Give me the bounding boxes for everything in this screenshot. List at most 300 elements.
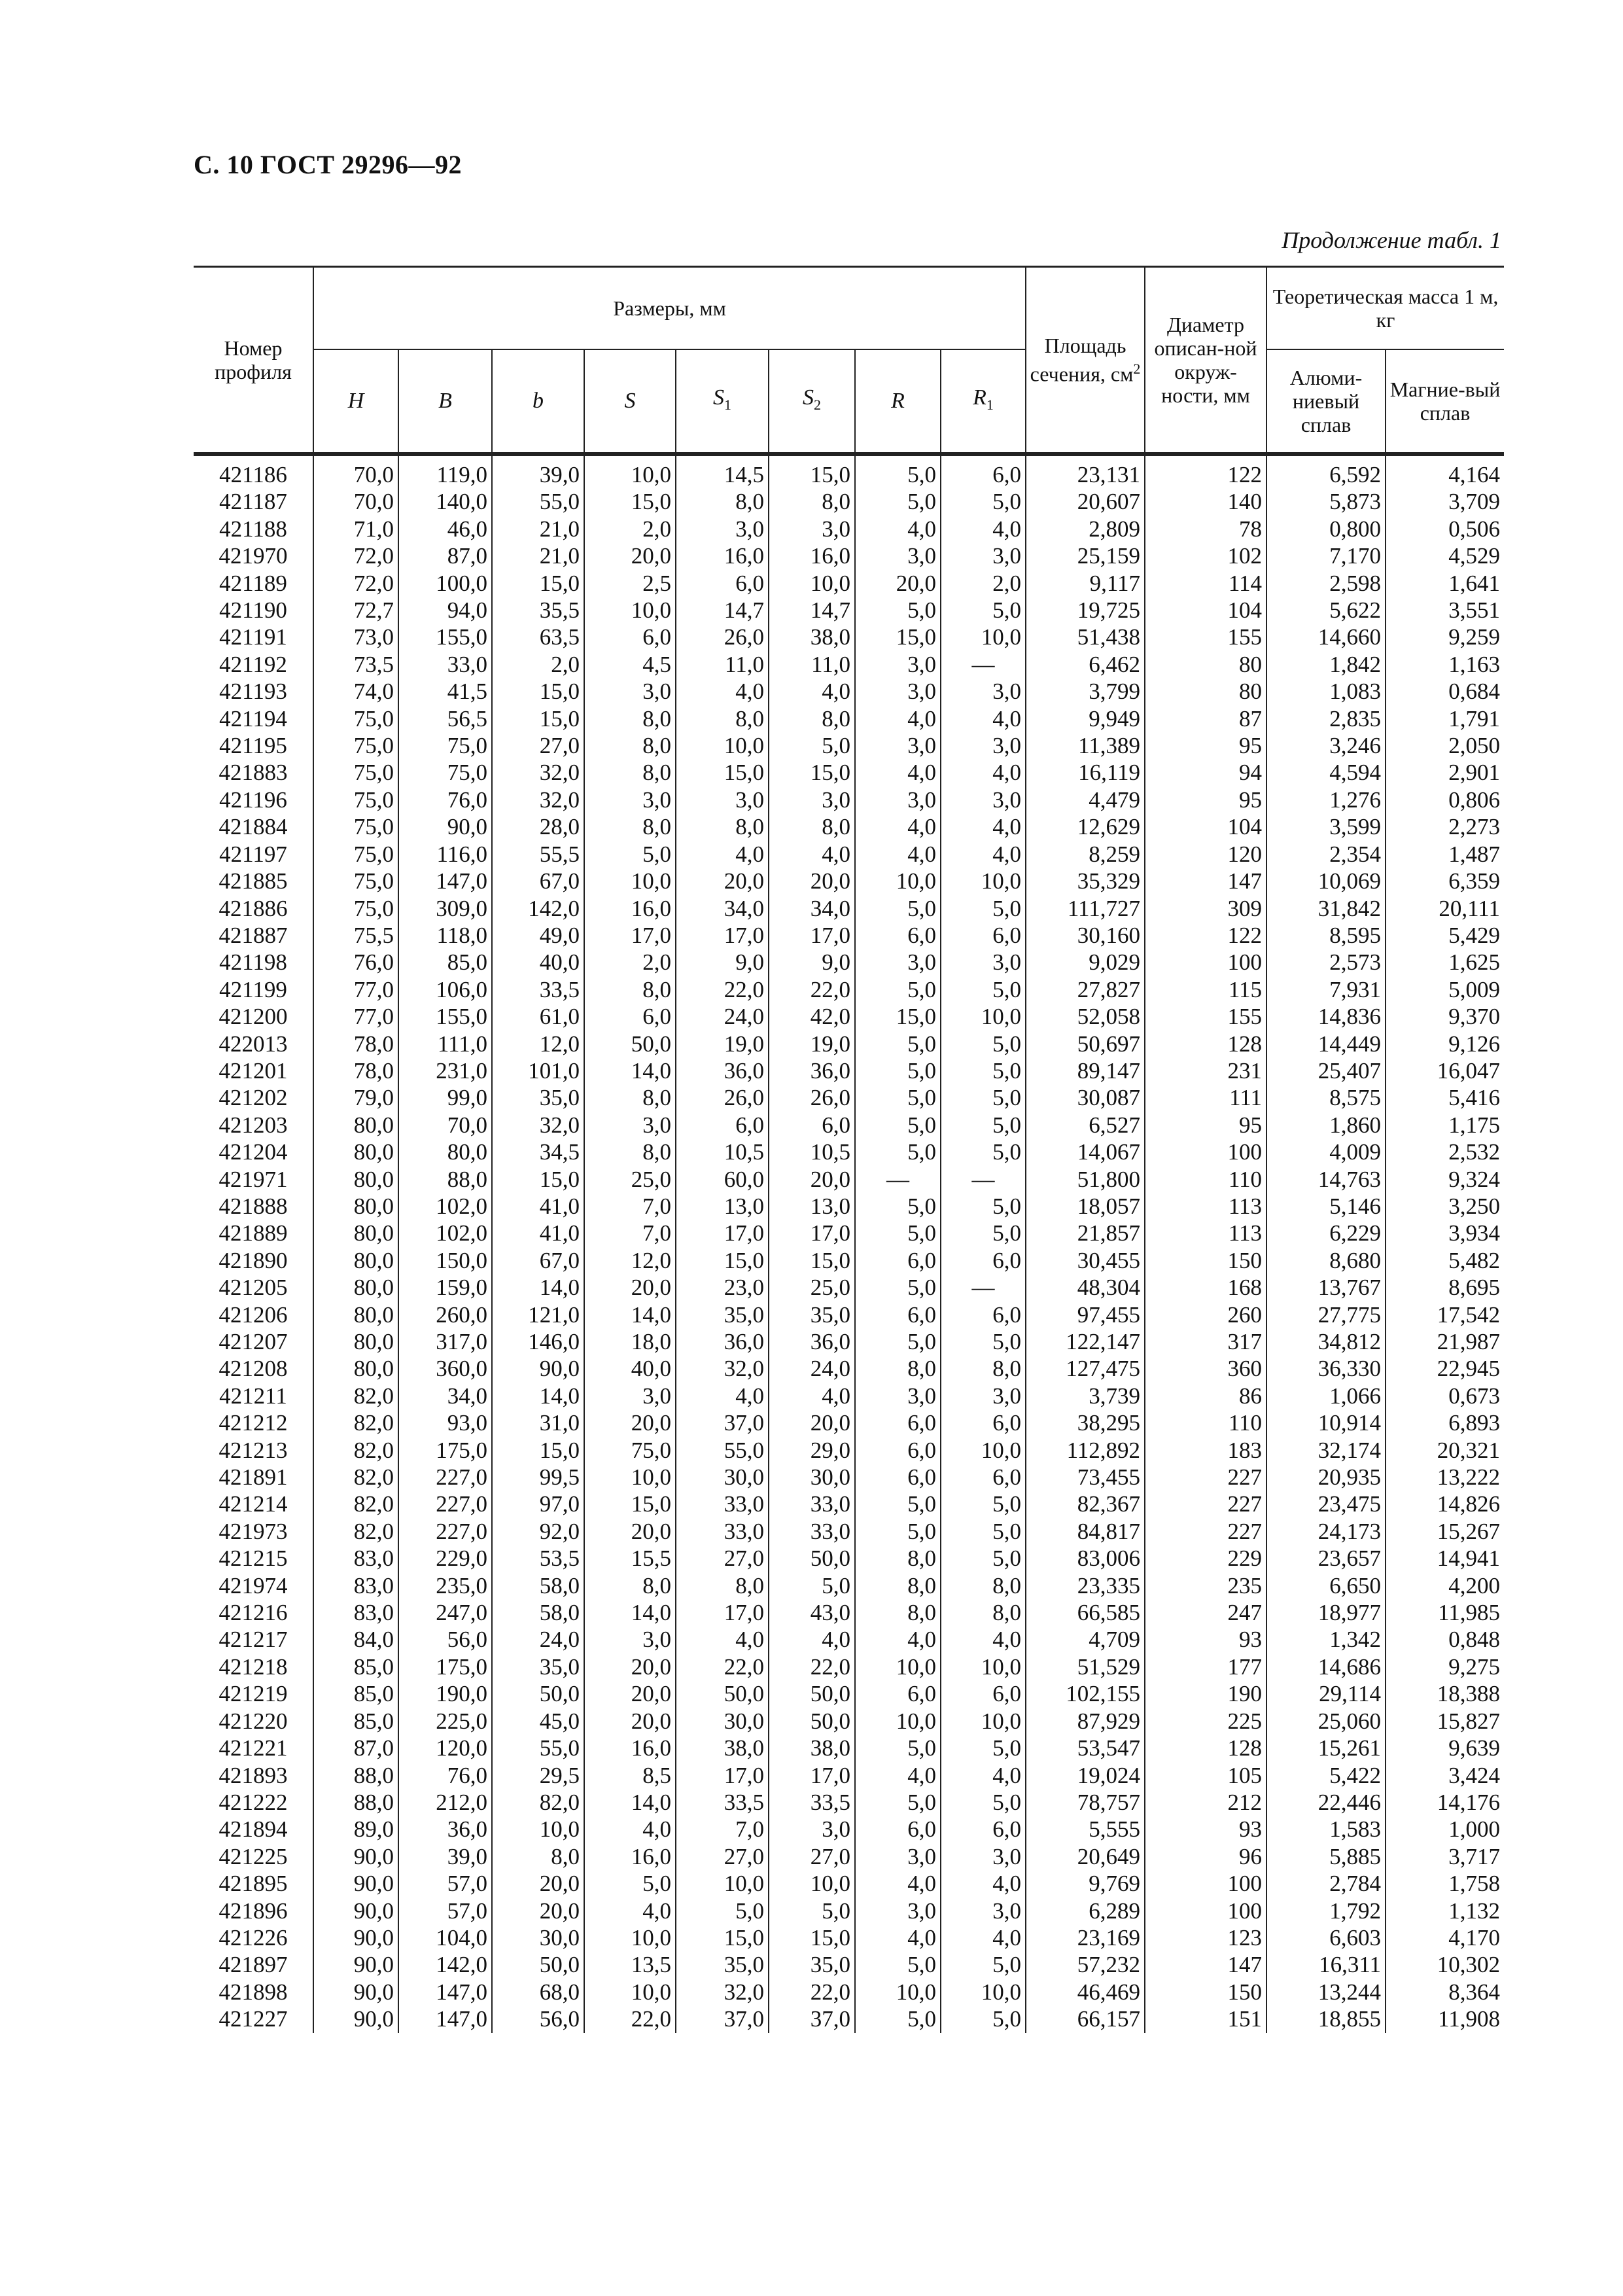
- table-cell: 260: [1145, 1301, 1266, 1328]
- table-cell: 118,0: [398, 922, 492, 949]
- cell-profile-number: 421222: [218, 1789, 288, 1815]
- table-cell: 8,695: [1386, 1274, 1504, 1301]
- table-cell: 6,0: [941, 1301, 1026, 1328]
- table-cell: 4,0: [855, 813, 941, 840]
- table-row: [194, 1464, 1504, 1491]
- table-cell: 15,827: [1386, 1708, 1504, 1735]
- table-cell: 5,622: [1266, 597, 1386, 624]
- table-row: [194, 813, 1504, 840]
- header-S: S: [584, 349, 676, 454]
- table-row: [194, 1274, 1504, 1301]
- table-cell: 6,289: [1026, 1898, 1145, 1924]
- table-cell: 21,857: [1026, 1220, 1145, 1246]
- table-cell: 4,709: [1026, 1626, 1145, 1653]
- table-cell: 4,170: [1386, 1924, 1504, 1951]
- table-cell: 8,0: [941, 1599, 1026, 1626]
- cell-profile-number: 421190: [219, 597, 287, 624]
- table-cell: 82,367: [1026, 1491, 1145, 1517]
- table-cell: 175,0: [398, 1653, 492, 1680]
- table-row: [194, 1355, 1504, 1382]
- table-cell: 16,0: [584, 1843, 676, 1870]
- table-cell: 10,0: [941, 1979, 1026, 2005]
- table-cell: 80: [1145, 651, 1266, 678]
- table-row: [194, 570, 1504, 597]
- table-cell: 36,330: [1266, 1355, 1386, 1382]
- table-cell: 5,0: [941, 976, 1026, 1003]
- table-row: [194, 1409, 1504, 1436]
- table-cell: 23,169: [1026, 1924, 1145, 1951]
- table-cell: 6,0: [584, 624, 676, 650]
- table-cell: 155,0: [398, 624, 492, 650]
- table-cell: 46,469: [1026, 1979, 1145, 2005]
- table-cell: 6,0: [855, 1301, 941, 1328]
- table-cell: 5,0: [855, 1139, 941, 1165]
- table-cell: 2,835: [1266, 705, 1386, 732]
- table-cell: 120: [1145, 841, 1266, 868]
- table-cell: 74,0: [313, 678, 398, 705]
- table-cell: 3,599: [1266, 813, 1386, 840]
- table-cell: 3,934: [1386, 1220, 1504, 1246]
- table-row: [194, 1735, 1504, 1761]
- table-cell: 87,929: [1026, 1708, 1145, 1735]
- table-cell: 99,0: [398, 1084, 492, 1111]
- table-row: [194, 516, 1504, 542]
- cell-profile-number: 421198: [219, 949, 287, 976]
- cell-profile-number: 421197: [219, 841, 287, 867]
- table-cell: 60,0: [676, 1166, 769, 1193]
- table-cell: 36,0: [398, 1816, 492, 1843]
- table-row: [194, 624, 1504, 650]
- table-cell: 5,0: [855, 1951, 941, 1978]
- table-cell: 20,0: [584, 542, 676, 569]
- table-cell: 5,0: [941, 1112, 1026, 1139]
- table-cell: 38,0: [676, 1735, 769, 1761]
- table-cell: 33,5: [676, 1789, 769, 1816]
- table-cell: 35,5: [492, 597, 584, 624]
- table-cell: 111,0: [398, 1031, 492, 1057]
- table-cell: 17,0: [769, 1220, 855, 1246]
- table-cell: 147,0: [398, 868, 492, 894]
- table-cell: 86: [1145, 1383, 1266, 1409]
- table-cell: 4,0: [769, 1383, 855, 1409]
- table-cell: 53,547: [1026, 1735, 1145, 1761]
- table-row: [194, 976, 1504, 1003]
- table-cell: 90,0: [313, 1843, 398, 1870]
- table-cell: 4,0: [941, 516, 1026, 542]
- table-cell: 14,660: [1266, 624, 1386, 650]
- table-cell: 8,0: [584, 1084, 676, 1111]
- table-cell: 10,0: [941, 1437, 1026, 1464]
- table-row: [194, 1626, 1504, 1653]
- table-cell: 2,5: [584, 570, 676, 597]
- cell-profile-number: 421200: [218, 1004, 288, 1030]
- table-cell: 4,0: [769, 841, 855, 868]
- cell-profile-number: 421893: [218, 1762, 288, 1788]
- table-cell: 13,0: [676, 1193, 769, 1220]
- table-cell: 3,0: [941, 949, 1026, 976]
- table-cell: 12,629: [1026, 813, 1145, 840]
- table-cell: 85,0: [398, 949, 492, 976]
- table-row: [194, 1979, 1504, 2005]
- cell-profile-number: 421897: [218, 1952, 288, 1978]
- table-cell: 31,842: [1266, 895, 1386, 922]
- table-cell: 4,0: [855, 841, 941, 868]
- table-cell: 14,0: [584, 1789, 676, 1816]
- table-cell: 100: [1145, 1139, 1266, 1165]
- table-row: [194, 1898, 1504, 1924]
- table-cell: 25,060: [1266, 1708, 1386, 1735]
- table-cell: 7,0: [584, 1193, 676, 1220]
- table-cell: 24,0: [769, 1355, 855, 1382]
- table-row: [194, 1491, 1504, 1517]
- table-row: [194, 2005, 1504, 2032]
- table-cell: 83,006: [1026, 1545, 1145, 1572]
- table-cell: 11,0: [769, 651, 855, 678]
- table-cell: 75,0: [398, 732, 492, 759]
- table-cell: 14,7: [676, 597, 769, 624]
- table-row: [194, 922, 1504, 949]
- table-cell: 5,0: [941, 1789, 1026, 1816]
- table-cell: 50,0: [769, 1545, 855, 1572]
- table-cell: 50,0: [584, 1031, 676, 1057]
- table-row: [194, 1383, 1504, 1409]
- table-cell: 4,164: [1386, 454, 1504, 488]
- cell-profile-number: 421208: [218, 1356, 288, 1382]
- table-cell: 111: [1145, 1084, 1266, 1111]
- table-cell: 5,0: [855, 1220, 941, 1246]
- table-cell: 106,0: [398, 976, 492, 1003]
- table-cell: 32,0: [676, 1355, 769, 1382]
- table-cell: 5,0: [941, 1193, 1026, 1220]
- table-cell: 23,657: [1266, 1545, 1386, 1572]
- table-row: [194, 1653, 1504, 1680]
- table-cell: 3,0: [584, 1626, 676, 1653]
- table-cell: 76,0: [398, 786, 492, 813]
- table-cell: 1,132: [1386, 1898, 1504, 1924]
- table-cell: 90,0: [313, 1870, 398, 1897]
- table-row: [194, 1951, 1504, 1978]
- cell-profile-number: 421225: [218, 1843, 288, 1869]
- table-row: [194, 488, 1504, 515]
- table-cell: 3,0: [855, 949, 941, 976]
- table-cell: 24,0: [492, 1626, 584, 1653]
- table-cell: 260,0: [398, 1301, 492, 1328]
- table-cell: 102,0: [398, 1193, 492, 1220]
- table-cell: 67,0: [492, 868, 584, 894]
- table-cell: 27,827: [1026, 976, 1145, 1003]
- table-cell: 95: [1145, 786, 1266, 813]
- table-row: [194, 1003, 1504, 1030]
- table-cell: 8,0: [584, 976, 676, 1003]
- table-cell: 147,0: [398, 1979, 492, 2005]
- table-cell: 33,0: [769, 1491, 855, 1517]
- table-cell: 212,0: [398, 1789, 492, 1816]
- table-cell: 112,892: [1026, 1437, 1145, 1464]
- table-cell: 37,0: [676, 2005, 769, 2032]
- table-cell: 8,0: [492, 1843, 584, 1870]
- table-cell: 14,0: [492, 1383, 584, 1409]
- table-cell: 5,0: [941, 597, 1026, 624]
- table-cell: 93: [1145, 1816, 1266, 1843]
- table-cell: 225,0: [398, 1708, 492, 1735]
- table-row: [194, 786, 1504, 813]
- table-cell: 110: [1145, 1166, 1266, 1193]
- header-magnesium-alloy: Магние-вый сплав: [1386, 349, 1504, 454]
- table-cell: 88,0: [398, 1166, 492, 1193]
- table-cell: 50,0: [492, 1680, 584, 1707]
- header-b: b: [492, 349, 584, 454]
- table-cell: 142,0: [492, 895, 584, 922]
- table-cell: —: [855, 1166, 941, 1193]
- cell-profile-number: 421207: [218, 1329, 288, 1354]
- table-cell: 22,446: [1266, 1789, 1386, 1816]
- table-cell: 235: [1145, 1572, 1266, 1599]
- table-cell: 11,389: [1026, 732, 1145, 759]
- table-cell: 4,0: [941, 841, 1026, 868]
- table-cell: 80,0: [313, 1139, 398, 1165]
- table-cell: 2,598: [1266, 570, 1386, 597]
- table-cell: 1,791: [1386, 705, 1504, 732]
- table-cell: 4,0: [855, 1626, 941, 1653]
- table-cell: 19,024: [1026, 1762, 1145, 1789]
- table-cell: 177: [1145, 1653, 1266, 1680]
- table-row: [194, 1166, 1504, 1193]
- table-cell: 7,0: [676, 1816, 769, 1843]
- table-cell: 53,5: [492, 1545, 584, 1572]
- table-cell: 50,0: [769, 1708, 855, 1735]
- table-cell: 24,173: [1266, 1518, 1386, 1545]
- table-cell: 5,873: [1266, 488, 1386, 515]
- cell-profile-number: 421202: [218, 1085, 288, 1111]
- table-cell: 8,0: [769, 488, 855, 515]
- table-cell: 16,0: [584, 895, 676, 922]
- table-cell: 32,174: [1266, 1437, 1386, 1464]
- table-cell: 27,775: [1266, 1301, 1386, 1328]
- table-cell: 2,0: [584, 949, 676, 976]
- table-cell: 10,0: [584, 454, 676, 488]
- table-cell: 5,0: [855, 1789, 941, 1816]
- table-row: [194, 1193, 1504, 1220]
- table-cell: 1,342: [1266, 1626, 1386, 1653]
- table-cell: 35,0: [676, 1951, 769, 1978]
- table-cell: 3,0: [855, 732, 941, 759]
- table-cell: 14,7: [769, 597, 855, 624]
- table-cell: 30,0: [676, 1708, 769, 1735]
- table-cell: 23,475: [1266, 1491, 1386, 1517]
- table-cell: 147: [1145, 868, 1266, 894]
- table-cell: 9,259: [1386, 624, 1504, 650]
- table-cell: 26,0: [676, 1084, 769, 1111]
- table-cell: 3,0: [855, 1843, 941, 1870]
- table-cell: 32,0: [492, 759, 584, 786]
- cell-profile-number: 421896: [218, 1898, 288, 1924]
- table-cell: 20,935: [1266, 1464, 1386, 1491]
- table-cell: 127,475: [1026, 1355, 1145, 1382]
- table-cell: 6,893: [1386, 1409, 1504, 1436]
- table-cell: 3,0: [584, 678, 676, 705]
- table-cell: 40,0: [492, 949, 584, 976]
- table-cell: 120,0: [398, 1735, 492, 1761]
- table-cell: 75,0: [313, 759, 398, 786]
- table-cell: 83,0: [313, 1599, 398, 1626]
- table-cell: 10,069: [1266, 868, 1386, 894]
- header-S1: $S_1$: [676, 349, 769, 454]
- table-cell: 82,0: [492, 1789, 584, 1816]
- table-row: [194, 1924, 1504, 1951]
- table-row: [194, 705, 1504, 732]
- table-cell: 30,0: [676, 1464, 769, 1491]
- cell-profile-number: 421891: [218, 1464, 288, 1491]
- table-row: [194, 1816, 1504, 1843]
- table-cell: 34,0: [769, 895, 855, 922]
- header-S2: $S_2$: [769, 349, 855, 454]
- table-cell: 87: [1145, 705, 1266, 732]
- table-cell: 17,0: [676, 1220, 769, 1246]
- table-cell: 35,0: [769, 1951, 855, 1978]
- table-cell: 175,0: [398, 1437, 492, 1464]
- table-cell: 6,0: [584, 1003, 676, 1030]
- table-cell: 20,649: [1026, 1843, 1145, 1870]
- table-cell: 5,0: [941, 1139, 1026, 1165]
- table-cell: 116,0: [398, 841, 492, 868]
- table-cell: 1,842: [1266, 651, 1386, 678]
- table-cell: 5,0: [941, 1518, 1026, 1545]
- header-section-area: Площадь сечения, $см^2$: [1026, 267, 1145, 455]
- table-cell: 151: [1145, 2005, 1266, 2032]
- table-cell: 3,0: [855, 1898, 941, 1924]
- table-cell: 9,324: [1386, 1166, 1504, 1193]
- table-cell: 2,532: [1386, 1139, 1504, 1165]
- table-cell: 8,0: [584, 1139, 676, 1165]
- table-cell: 4,0: [941, 1626, 1026, 1653]
- table-cell: 5,0: [855, 1328, 941, 1355]
- table-cell: 16,0: [769, 542, 855, 569]
- cell-profile-number: 421885: [218, 868, 288, 894]
- table-cell: 317: [1145, 1328, 1266, 1355]
- table-cell: 3,709: [1386, 488, 1504, 515]
- table-cell: 89,147: [1026, 1057, 1145, 1084]
- table-cell: 66,585: [1026, 1599, 1145, 1626]
- table-cell: 4,0: [769, 1626, 855, 1653]
- table-cell: 82,0: [313, 1464, 398, 1491]
- table-cell: 212: [1145, 1789, 1266, 1816]
- table-cell: 21,0: [492, 516, 584, 542]
- table-cell: 2,354: [1266, 841, 1386, 868]
- table-cell: 51,438: [1026, 624, 1145, 650]
- table-cell: 102,155: [1026, 1680, 1145, 1707]
- table-cell: 5,0: [855, 454, 941, 488]
- table-cell: 4,009: [1266, 1139, 1386, 1165]
- table-cell: 0,806: [1386, 786, 1504, 813]
- table-cell: 55,0: [676, 1437, 769, 1464]
- table-cell: 17,0: [676, 1599, 769, 1626]
- table-row: [194, 1057, 1504, 1084]
- table-row: [194, 1301, 1504, 1328]
- table-row: [194, 1139, 1504, 1165]
- table-row: [194, 678, 1504, 705]
- table-cell: 50,0: [676, 1680, 769, 1707]
- table-cell: 4,0: [855, 1762, 941, 1789]
- table-cell: 10,5: [676, 1139, 769, 1165]
- table-cell: 90,0: [313, 1924, 398, 1951]
- table-cell: 20,0: [492, 1898, 584, 1924]
- table-cell: 5,0: [941, 1545, 1026, 1572]
- table-cell: 10,0: [941, 1653, 1026, 1680]
- table-cell: 41,0: [492, 1220, 584, 1246]
- table-row: [194, 542, 1504, 569]
- table-cell: 15,0: [584, 488, 676, 515]
- table-cell: 4,0: [676, 678, 769, 705]
- table-cell: 2,573: [1266, 949, 1386, 976]
- table-cell: 6,0: [855, 1247, 941, 1274]
- cell-profile-number: 421192: [219, 651, 287, 677]
- table-cell: 102: [1145, 542, 1266, 569]
- table-row: [194, 1545, 1504, 1572]
- table-cell: 3,0: [941, 732, 1026, 759]
- table-cell: 32,0: [676, 1979, 769, 2005]
- table-cell: 5,0: [855, 895, 941, 922]
- table-cell: 4,0: [941, 1762, 1026, 1789]
- table-cell: 80,0: [313, 1193, 398, 1220]
- table-cell: 5,0: [584, 841, 676, 868]
- table-cell: 83,0: [313, 1545, 398, 1572]
- table-cell: 58,0: [492, 1572, 584, 1599]
- table-cell: 1,066: [1266, 1383, 1386, 1409]
- table-cell: 6,359: [1386, 868, 1504, 894]
- table-cell: 5,0: [855, 1193, 941, 1220]
- table-cell: 13,767: [1266, 1274, 1386, 1301]
- table-cell: 2,0: [584, 516, 676, 542]
- table-cell: 14,826: [1386, 1491, 1504, 1517]
- table-cell: 50,0: [492, 1951, 584, 1978]
- table-cell: 39,0: [398, 1843, 492, 1870]
- table-cell: 20,0: [584, 1518, 676, 1545]
- table-cell: 6,0: [941, 1247, 1026, 1274]
- table-cell: 190,0: [398, 1680, 492, 1707]
- table-cell: 10,0: [941, 1003, 1026, 1030]
- table-body: [194, 454, 1504, 2033]
- cell-profile-number: 421218: [218, 1653, 288, 1680]
- table-cell: 147: [1145, 1951, 1266, 1978]
- table-cell: 5,0: [855, 597, 941, 624]
- table-cell: 5,0: [855, 488, 941, 515]
- table-cell: 9,275: [1386, 1653, 1504, 1680]
- table-cell: 20,607: [1026, 488, 1145, 515]
- cell-profile-number: 421227: [218, 2006, 288, 2032]
- table-cell: 3,717: [1386, 1843, 1504, 1870]
- table-cell: 76,0: [313, 949, 398, 976]
- cell-profile-number: 421215: [218, 1545, 288, 1572]
- table-cell: 113: [1145, 1193, 1266, 1220]
- table-cell: 70,0: [313, 454, 398, 488]
- header-dimensions-group: Размеры, мм: [313, 267, 1026, 350]
- table-cell: 93,0: [398, 1409, 492, 1436]
- table-cell: 5,0: [855, 1031, 941, 1057]
- header-R1: $R_1$: [941, 349, 1026, 454]
- table-cell: 41,5: [398, 678, 492, 705]
- table-continuation-note: Продолжение табл. 1: [1282, 227, 1501, 253]
- table-cell: 3,0: [584, 1383, 676, 1409]
- table-cell: 102,0: [398, 1220, 492, 1246]
- table-cell: 82,0: [313, 1383, 398, 1409]
- table-cell: 25,0: [769, 1274, 855, 1301]
- table-cell: 128: [1145, 1735, 1266, 1761]
- page-header: С. 10 ГОСТ 29296—92: [194, 150, 462, 179]
- table-cell: 17,542: [1386, 1301, 1504, 1328]
- table-cell: 10,0: [855, 1979, 941, 2005]
- table-cell: 10,0: [855, 1653, 941, 1680]
- cell-profile-number: 421973: [218, 1518, 288, 1544]
